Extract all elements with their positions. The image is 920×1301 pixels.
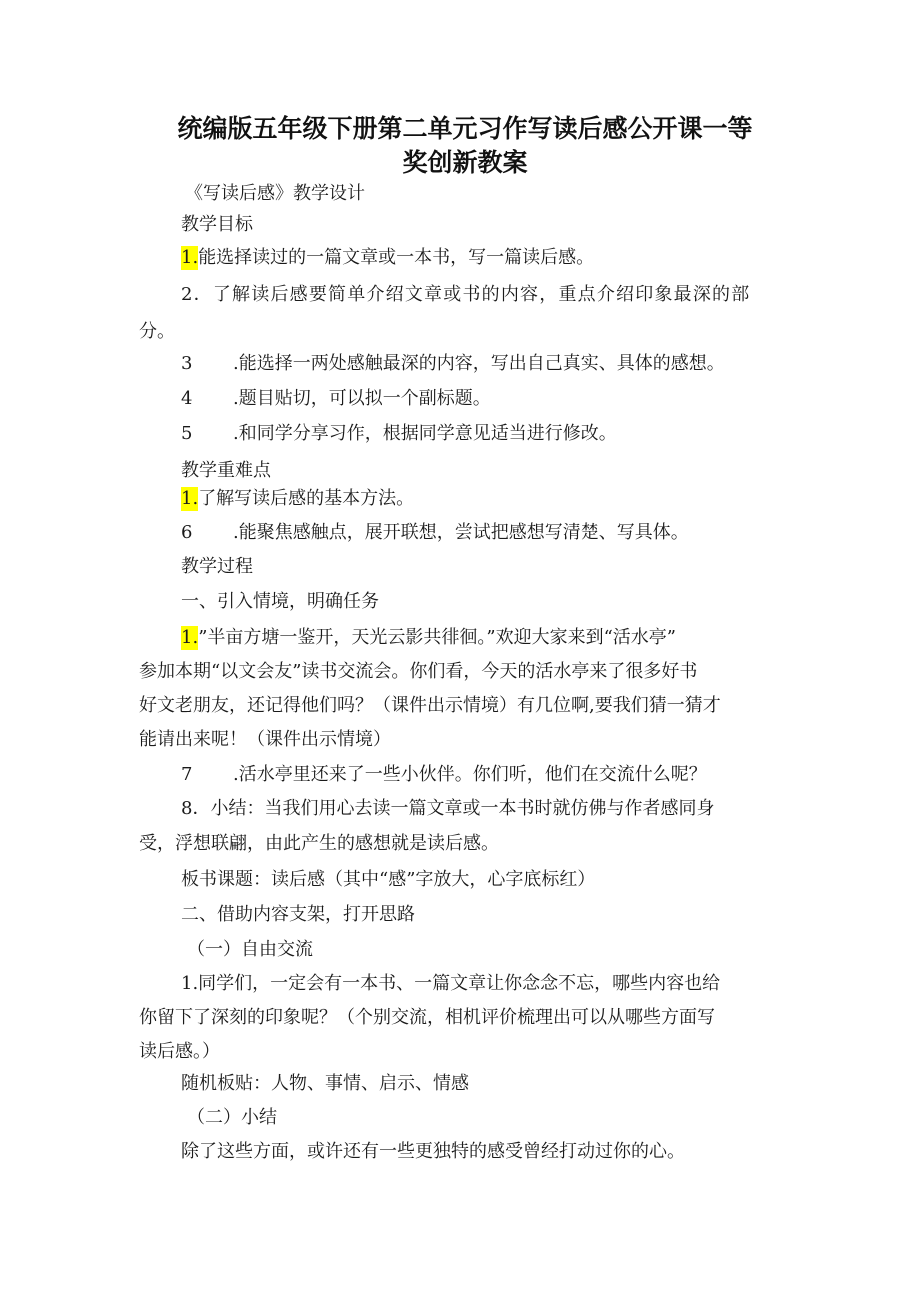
subsection-1-heading: （一）自由交流 (187, 939, 313, 960)
para-1-line3: 好文老朋友，还记得他们吗？（课件出示情境）有几位啊,要我们猜一猜才 (139, 695, 721, 716)
q1-line1: 1.同学们，一定会有一本书、一篇文章让你念念不忘，哪些内容也给 (181, 973, 721, 994)
para-1-line4: 能请出来呢！（课件出示情境） (139, 729, 391, 750)
highlighted-number: 1. (181, 627, 199, 648)
board-cards-note: 随机板贴：人物、事情、启示、情感 (181, 1073, 469, 1094)
section-2-heading: 二、借助内容支架，打开思路 (181, 904, 415, 925)
heading-process: 教学过程 (181, 556, 253, 577)
goal-5-number: 5 (181, 423, 193, 444)
para-7-text: .活水亭里还来了一些小伙伴。你们听，他们在交流什么呢？ (233, 764, 707, 785)
goal-1 (181, 246, 594, 270)
key-6 (181, 521, 689, 545)
goal-4-number: 4 (181, 388, 193, 409)
closing-line: 除了这些方面，或许还有一些更独特的感受曾经打动过你的心。 (181, 1141, 685, 1162)
heading-key-points: 教学重难点 (181, 460, 271, 481)
key-1-text: 了解写读后感的基本方法。 (198, 488, 415, 509)
key-1 (181, 487, 414, 511)
goal-3-number: 3 (181, 353, 193, 374)
key-6-number: 6 (181, 522, 193, 543)
goal-2-line2: 分。 (139, 321, 175, 342)
highlighted-number: 1. (181, 488, 199, 509)
para-7-number: 7 (181, 764, 193, 785)
goal-4 (181, 387, 491, 411)
doc-title-line2: 奖创新教案 (402, 148, 528, 177)
para-1-line1 (181, 626, 676, 650)
goal-3-text: .能选择一两处感触最深的内容，写出自己真实、具体的感想。 (233, 353, 725, 374)
doc-subtitle: 《写读后感》教学设计 (185, 183, 365, 204)
subsection-2-heading: （二）小结 (187, 1107, 277, 1128)
goal-5 (181, 422, 617, 446)
para-1-text: ”半亩方塘一鉴开，天光云影共徘徊。”欢迎大家来到“活水亭” (198, 627, 676, 648)
para-8-line2: 受，浮想联翩，由此产生的感想就是读后感。 (139, 833, 499, 854)
key-6-text: .能聚焦感触点，展开联想，尝试把感想写清楚、写具体。 (233, 522, 689, 543)
q1-line3: 读后感。） (139, 1041, 220, 1062)
doc-title-line1: 统编版五年级下册第二单元习作写读后感公开课一等 (177, 114, 753, 143)
q1-line2: 你留下了深刻的印象呢？（个别交流，相机评价梳理出可以从哪些方面写 (139, 1007, 715, 1028)
board-title-note: 板书课题：读后感（其中“感”字放大，心字底标红） (181, 869, 596, 890)
goal-5-text: .和同学分享习作，根据同学意见适当进行修改。 (233, 423, 617, 444)
highlighted-number: 1. (181, 247, 199, 268)
section-1-heading: 一、引入情境，明确任务 (181, 591, 379, 612)
para-1-line2: 参加本期“以文会友”读书交流会。你们看，今天的活水亭来了很多好书 (139, 661, 698, 682)
goal-4-text: .题目贴切，可以拟一个副标题。 (233, 388, 491, 409)
heading-goals: 教学目标 (181, 214, 253, 235)
para-7 (181, 763, 707, 787)
goal-3 (181, 352, 725, 376)
para-8-line1: 8．小结：当我们用心去读一篇文章或一本书时就仿佛与作者感同身 (181, 798, 715, 819)
goal-2-line1: 2．了解读后感要简单介绍文章或书的内容，重点介绍印象最深的部 (181, 284, 751, 305)
goal-1-text: 能选择读过的一篇文章或一本书，写一篇读后感。 (198, 247, 595, 268)
